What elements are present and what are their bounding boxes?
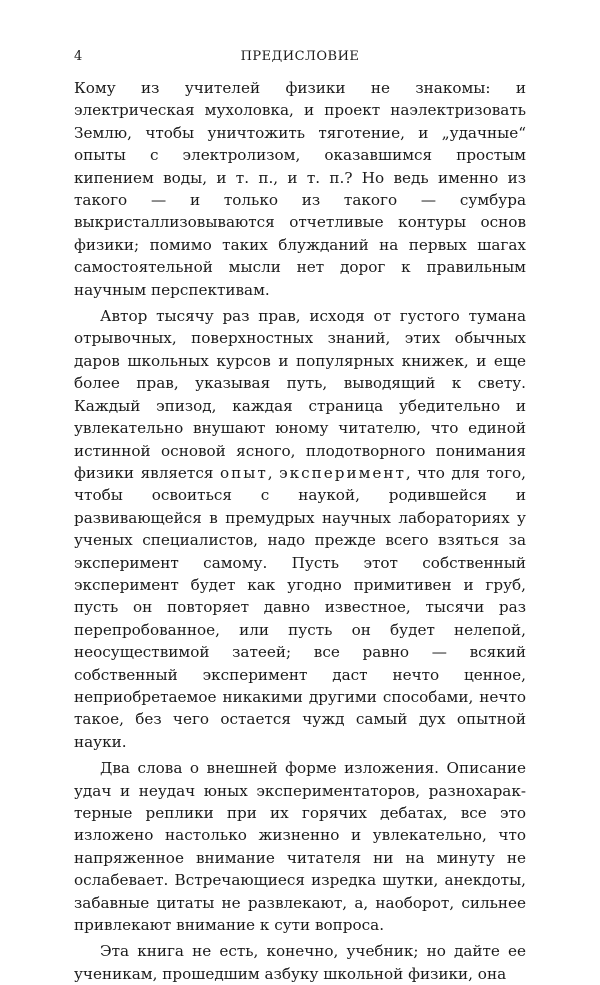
paragraph-2	[74, 305, 526, 753]
running-head: ПРЕДИСЛОВИЕ	[240, 49, 360, 64]
paragraph-1: Кому из учителей физики не знакомы: и электрическая мухоловка, и проект наэлектризовать Землю, чтобы уничтожить тяготение, и „удачные“ опыты с электролизом, оказавшимся простым кипением воды, и т. п., и т. п.? Но ведь именно из такого — и только из такого — сумбура выкристаллизовываются отчетливые контуры основ физики; помимо таких блужданий на первых шагах самостоятельной мысли нет дорог к правильным научным перспективам.	[74, 79, 526, 299]
page-number: 4	[74, 49, 83, 64]
emphasis-opyt: опыт	[219, 463, 268, 482]
paragraph-2-comma: ,	[267, 463, 280, 482]
page-header	[74, 49, 526, 69]
emphasis-eksperiment: эксперимент	[279, 463, 406, 482]
paragraph-2-text-a: Автор тысячу раз прав, исходя от густого тумана отрывочных, поверхностных знаний, этих обычных даров школьных курсов и популярных книжек, и еще более прав, указывая путь, выводящий к свету. Каждый эпизод, каждая страница убедительно и увлекательно внушают юному читателю, что единой истинной основой ясного, плодотворного понимания физики является	[74, 307, 526, 482]
paragraph-4: Эта книга не есть, конечно, учебник; но дайте ее ученикам, прошедшим азбуку школьной физики, она	[74, 942, 526, 983]
body-text	[74, 77, 526, 985]
paragraph-2-text-b: , что для того, чтобы освоиться с наукой, родившейся и развивающейся в премудрых научных лабораториях у ученых специалистов, надо прежде всего взяться за эксперимент самому. Пусть этот собственный эксперимент будет как угодно примитивен и груб, пусть он повторяет давно известное, тысячи раз перепробованное, или пусть он будет нелепой, неосуществимой затеей; все равно — всякий собственный эксперимент даст нечто ценное, неприобретаемое никакими другими способами, нечто такое, без чего остается чужд самый дух опытной науки.	[74, 463, 527, 751]
paragraph-3: Два слова о внешней форме изложения. Описание удач и неудач юных экспериментаторов, разнохарактерные реплики при их горячих дебатах, все это изложено настолько жизненно и увлекательно, что напряженное внимание читателя ни на минуту не ослабевает. Встречающиеся изредка шутки, анекдоты, забавные цитаты не развлекают, а, наоборот, сильнее привлекают внимание к сути вопроса.	[74, 759, 526, 935]
